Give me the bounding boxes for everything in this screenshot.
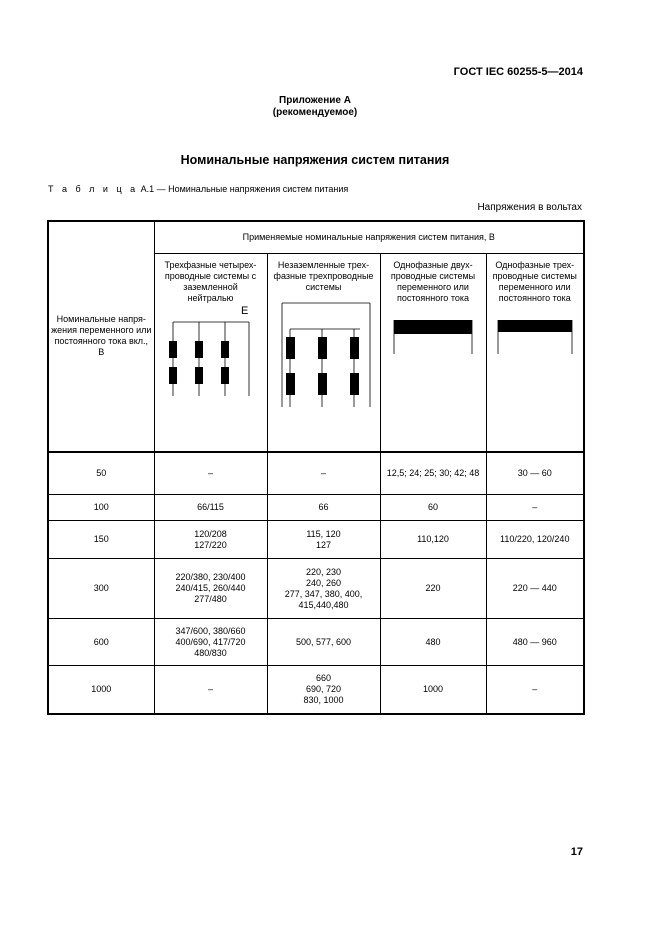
table-cell: 220 [380,559,486,619]
page-number: 17 [570,846,583,858]
column-header-3ph-3wire [267,254,380,452]
earth-label: E [240,305,248,317]
table-cell: 347/600, 380/660 400/690, 417/720 480/830 [154,619,267,666]
single-phase-two-wire-schematic-icon [388,304,478,374]
table-cell: 60 [380,495,486,521]
column-header-1ph-2wire [380,254,486,452]
group-header-cell: Применяемые номинальные напряжения систем питания, В [154,221,584,254]
table-caption-text: А.1 — Номинальные напряжения систем питания [138,184,349,194]
nominal-voltage-cell: 600 [48,619,154,666]
table-cell: 220/380, 230/400 240/415, 260/440 277/480 [154,559,267,619]
units-note: Напряжения в вольтах [477,202,582,213]
table-row [48,619,584,666]
nominal-voltage-cell: 100 [48,495,154,521]
nominal-voltage-cell: 300 [48,559,154,619]
single-phase-three-wire-schematic-icon [492,304,578,374]
standard-designation: ГОСТ IEC 60255-5—2014 [453,66,583,78]
nominal-voltage-cell: 1000 [48,666,154,714]
column-label: Однофазные двух-проводные системы переменного или постоянного тока [390,260,476,303]
table-caption-prefix: Т а б л и ц а [48,184,139,194]
table-row [48,521,584,559]
table-row [48,666,584,714]
column-label: Трехфазные четырех-проводные системы с заземленной нейтралью [164,260,257,303]
nominal-voltage-cell: 50 [48,452,154,495]
row-header-cell: Номинальные напря-жения переменного или постоянного тока вкл., В [48,221,154,452]
column-header-3ph-4wire [154,254,267,452]
table-cell: 66 [267,495,380,521]
table-cell: 120/208 127/220 [154,521,267,559]
table-cell: 1000 [380,666,486,714]
table-cell: 110,120 [380,521,486,559]
column-label: Однофазные трех-проводные системы переменного или постоянного тока [492,260,577,303]
table-row [48,495,584,521]
table-cell: 660 690, 720 830, 1000 [267,666,380,714]
table-cell: – [486,495,584,521]
three-phase-four-wire-schematic-icon [161,304,261,404]
table-cell: 30 — 60 [486,452,584,495]
column-label: Незаземленные трех-фазные трехпроводные системы [273,260,374,292]
annex-title: Приложение А [279,95,351,106]
table-cell: 110/220, 120/240 [486,521,584,559]
table-cell: 115, 120 127 [267,521,380,559]
table-cell: – [267,452,380,495]
table-row [48,559,584,619]
table-cell: 500, 577, 600 [267,619,380,666]
table-cell: – [486,666,584,714]
table-cell: – [154,666,267,714]
nominal-voltage-cell: 150 [48,521,154,559]
document-title: Номинальные напряжения систем питания [180,153,450,167]
annex-subtitle: (рекомендуемое) [272,107,358,118]
table-cell: 220, 230 240, 260 277, 347, 380, 400, 415,440,480 [267,559,380,619]
three-phase-three-wire-schematic-icon [274,293,374,411]
table-caption [48,184,348,194]
table-cell: – [154,452,267,495]
table-cell: 12,5; 24; 25; 30; 42; 48 [380,452,486,495]
table-row [48,452,584,495]
table-cell: 66/115 [154,495,267,521]
column-header-1ph-3wire [486,254,584,452]
table-cell: 220 — 440 [486,559,584,619]
table-cell: 480 — 960 [486,619,584,666]
table-cell: 480 [380,619,486,666]
voltage-table [47,220,585,715]
